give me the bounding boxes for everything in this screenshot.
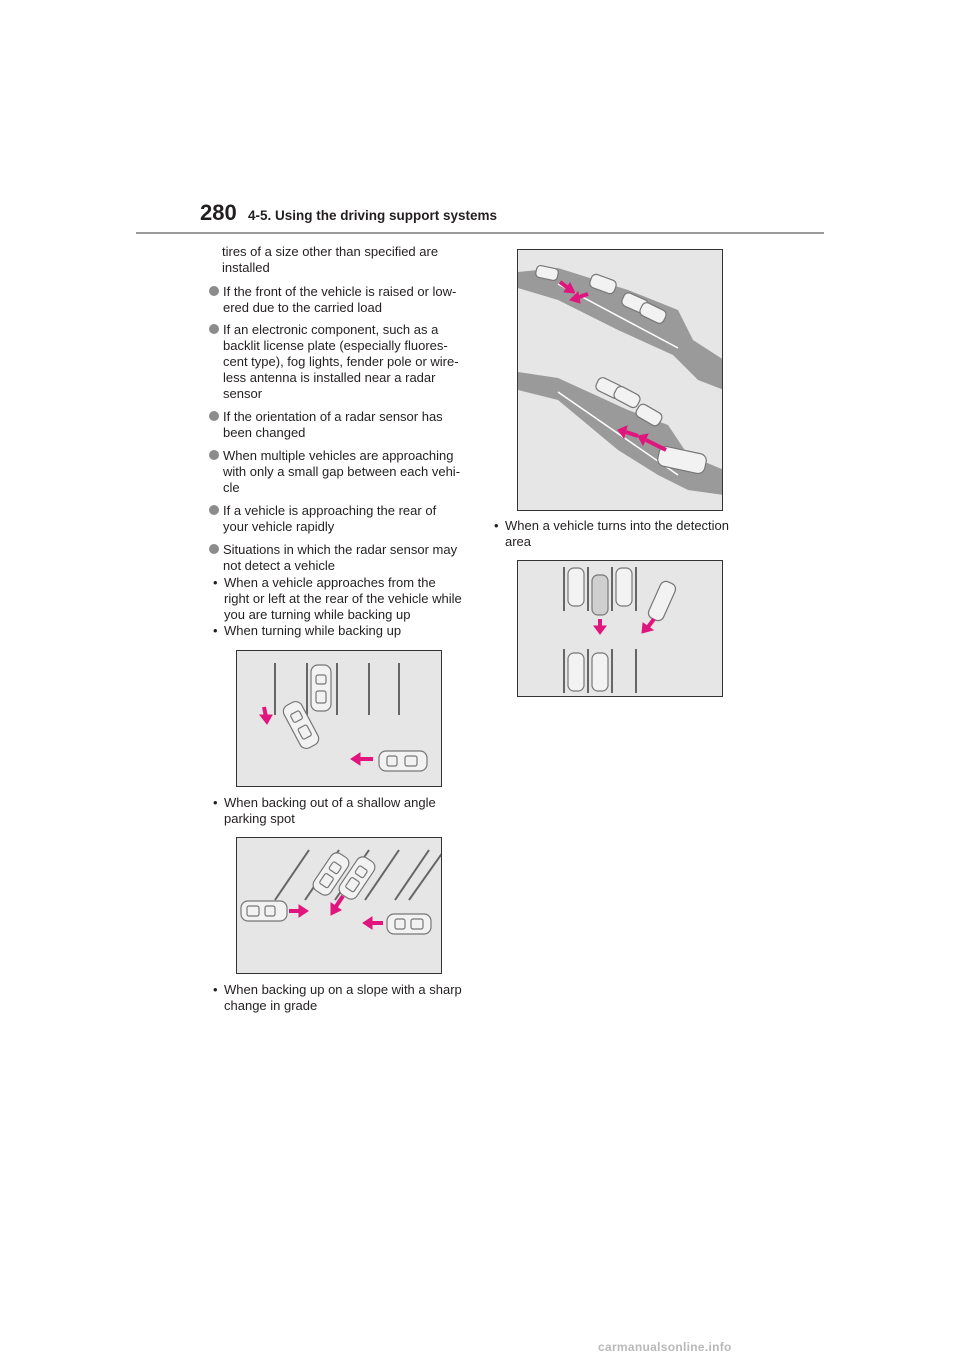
- bullet-icon: [209, 411, 219, 421]
- detection-area-illustration: [518, 561, 723, 697]
- shallow-angle-figure: [236, 837, 442, 974]
- list-item: If a vehicle is approaching the rear of your vehicle rapidly: [209, 503, 474, 537]
- list-item: If the orientation of a radar sensor has been changed: [209, 409, 474, 443]
- sub-item: • When a vehicle turns into the detection area: [494, 518, 730, 549]
- slope-grade-figure: [517, 249, 723, 511]
- sub-item: • When backing out of a shallow angle parking spot: [213, 795, 436, 826]
- turning-backing-figure: [236, 650, 442, 787]
- bullet-icon: [209, 286, 219, 296]
- shallow-angle-illustration: [237, 838, 442, 974]
- slope-grade-illustration: [518, 250, 723, 511]
- sub-item: • When a vehicle approaches from the right or left at the rear of the vehicle while you are turning while backing up: [213, 575, 462, 622]
- sub-item: • When backing up on a slope with a sharp change in grade: [213, 982, 462, 1013]
- list-item: Situations in which the radar sensor may not detect a vehicle: [209, 542, 474, 576]
- list-item: When multiple vehicles are approaching with only a small gap between each vehi- cle: [209, 448, 474, 498]
- section-title: 4-5. Using the driving support systems: [248, 208, 498, 223]
- detection-area-figure: [517, 560, 723, 697]
- header-rule: [136, 232, 824, 234]
- bullet-icon: [209, 324, 219, 334]
- bullet-icon: [209, 450, 219, 460]
- turning-backing-illustration: [237, 651, 442, 787]
- footer-watermark: carmanualsonline.info: [598, 1340, 732, 1354]
- list-item: If the front of the vehicle is raised or low- ered due to the carried load: [209, 284, 474, 318]
- bullet-icon: [209, 505, 219, 515]
- list-item: If an electronic component, such as a backlit license plate (especially fluores- cent type), fog lights, fender pole or wire- less antenna is installed near a radar sensor: [209, 322, 474, 406]
- bullet-icon: [209, 544, 219, 554]
- sub-item: • When turning while backing up: [213, 623, 402, 638]
- page-number: 280: [200, 200, 237, 225]
- continuation-text: tires of a size other than specified are installed: [222, 244, 439, 275]
